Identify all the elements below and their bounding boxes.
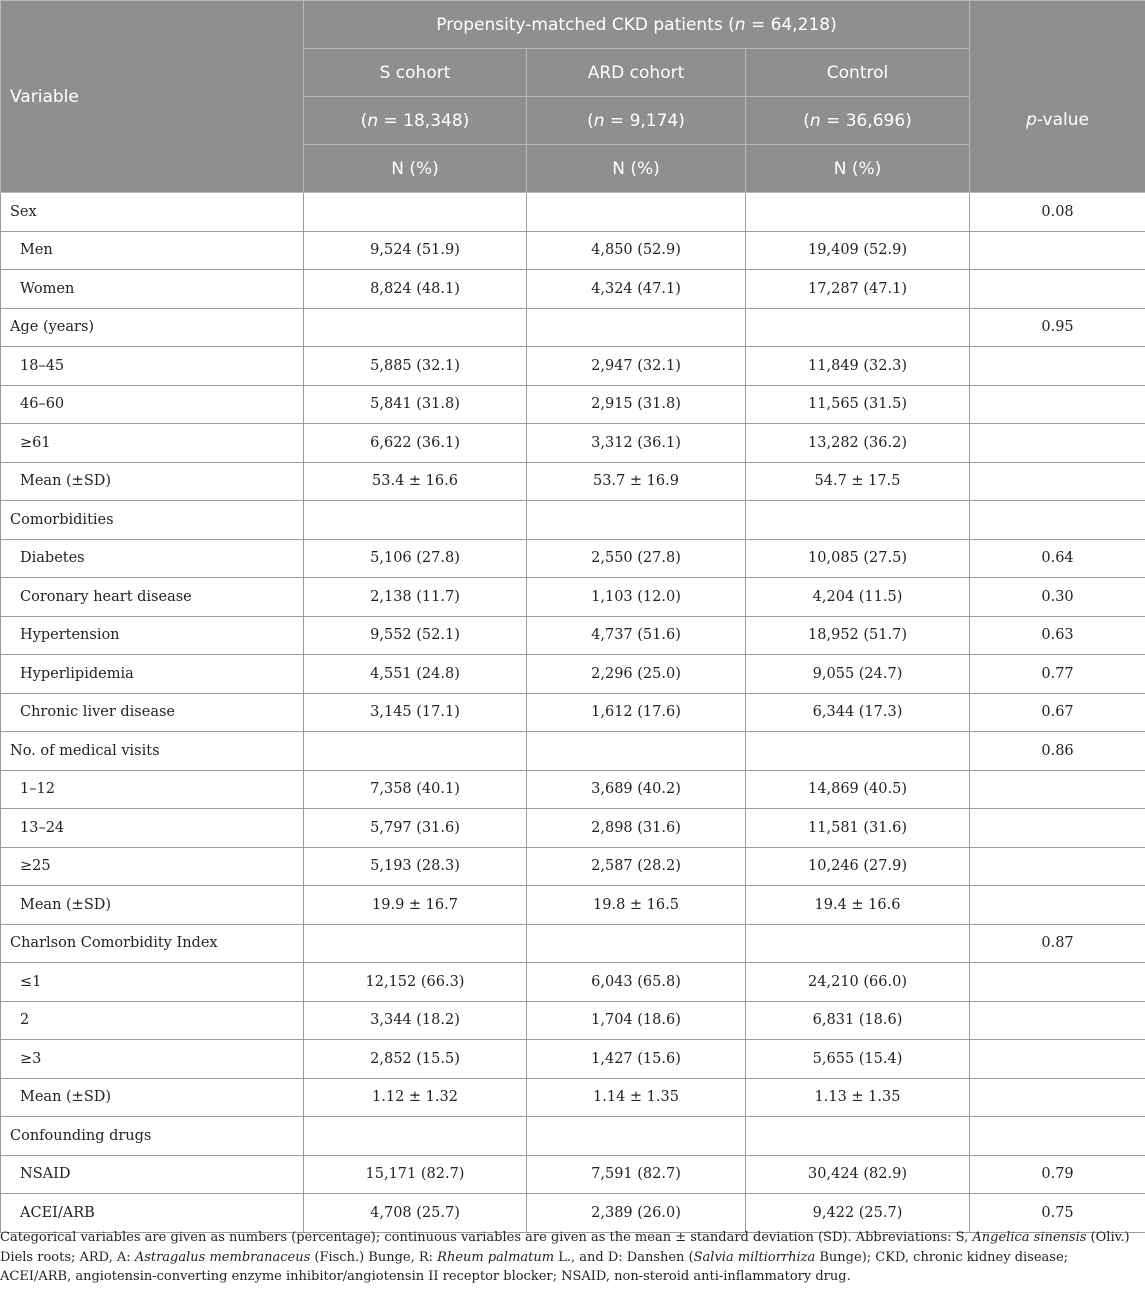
table-row (1, 693, 1145, 732)
p-value (970, 347, 1145, 386)
s-cohort-value: 5,193 (28.3) (304, 847, 527, 886)
p-value (970, 424, 1145, 463)
row-label: 2 (1, 1001, 304, 1040)
control-value: 30,424 (82.9) (746, 1155, 970, 1194)
control-value: 5,655 (15.4) (746, 1040, 970, 1079)
variable-header: Variable (1, 1, 304, 193)
table-row (1, 1155, 1145, 1194)
table-footnote: Categorical variables are given as numbers (percentage); continuous variables are given as the mean ± standard deviation (SD). Abbreviations: S, Angelica sinensis (Oliv.) Diels roots; ARD, A: Astragalus membranaceus (Fisch.) Bunge, R: Rheum palmatum L., and D: Danshen (Salvia miltiorrhiza Bunge); CKD, chronic kidney disease; ACEI/ARB, angiotensin-converting enzyme inhibitor/angiotensin II receptor blocker; NSAID, non-steroid anti-inflammatory drug. (0, 1230, 1130, 1284)
row-label: Age (years) (1, 308, 304, 347)
control-header: Control (746, 49, 970, 97)
p-value (970, 809, 1145, 848)
table-row (1, 539, 1145, 578)
table-row (1, 231, 1145, 270)
s-cohort-value: 19.9 ± 16.7 (304, 886, 527, 925)
ard-cohort-value: 2,389 (26.0) (527, 1194, 746, 1233)
row-label: Men (1, 231, 304, 270)
s-cohort-npct: N (%) (304, 145, 527, 193)
p-value: 0.95 (970, 308, 1145, 347)
ard-cohort-value: 1,103 (12.0) (527, 578, 746, 617)
ard-cohort-value: 2,550 (27.8) (527, 539, 746, 578)
row-label: ≥3 (1, 1040, 304, 1079)
ard-cohort-value: 3,312 (36.1) (527, 424, 746, 463)
ard-cohort-value: 4,850 (52.9) (527, 231, 746, 270)
control-value: 54.7 ± 17.5 (746, 462, 970, 501)
ard-cohort-value: 1,427 (15.6) (527, 1040, 746, 1079)
p-value: 0.08 (970, 193, 1145, 232)
p-value (970, 847, 1145, 886)
ard-cohort-value (527, 193, 746, 232)
p-value-header-top (970, 1, 1145, 49)
table-row (1, 308, 1145, 347)
table-row (1, 616, 1145, 655)
p-value: 0.64 (970, 539, 1145, 578)
s-cohort-value: 5,106 (27.8) (304, 539, 527, 578)
row-label: ≥61 (1, 424, 304, 463)
control-value: 14,869 (40.5) (746, 770, 970, 809)
row-label: NSAID (1, 1155, 304, 1194)
s-cohort-value: 6,622 (36.1) (304, 424, 527, 463)
ard-cohort-value: 1.14 ± 1.35 (527, 1078, 746, 1117)
row-label: Diabetes (1, 539, 304, 578)
table-row (1, 1194, 1145, 1233)
ard-cohort-value: 3,689 (40.2) (527, 770, 746, 809)
ard-cohort-value: 1,612 (17.6) (527, 693, 746, 732)
row-label: Coronary heart disease (1, 578, 304, 617)
p-value (970, 501, 1145, 540)
control-value: 10,085 (27.5) (746, 539, 970, 578)
s-cohort-value: 3,145 (17.1) (304, 693, 527, 732)
control-value (746, 924, 970, 963)
row-label: Sex (1, 193, 304, 232)
p-value: 0.30 (970, 578, 1145, 617)
table-row (1, 655, 1145, 694)
p-value (970, 270, 1145, 309)
table-row (1, 732, 1145, 771)
table-row (1, 193, 1145, 232)
s-cohort-value: 12,152 (66.3) (304, 963, 527, 1002)
table-row (1, 1117, 1145, 1156)
row-label: Mean (±SD) (1, 1078, 304, 1117)
control-value (746, 1117, 970, 1156)
p-value (970, 1078, 1145, 1117)
group-header: Propensity-matched CKD patients (n = 64,218) (304, 1, 970, 49)
s-cohort-value: 4,551 (24.8) (304, 655, 527, 694)
row-label: Women (1, 270, 304, 309)
s-cohort-value: 4,708 (25.7) (304, 1194, 527, 1233)
p-value (970, 1117, 1145, 1156)
p-value: 0.87 (970, 924, 1145, 963)
s-cohort-header: S cohort (304, 49, 527, 97)
p-value (970, 963, 1145, 1002)
s-cohort-value (304, 732, 527, 771)
ard-cohort-npct: N (%) (527, 145, 746, 193)
s-cohort-value (304, 193, 527, 232)
ard-cohort-value: 53.7 ± 16.9 (527, 462, 746, 501)
control-value: 11,565 (31.5) (746, 385, 970, 424)
p-value (970, 385, 1145, 424)
control-value: 10,246 (27.9) (746, 847, 970, 886)
p-value (970, 886, 1145, 925)
control-value (746, 501, 970, 540)
p-value: 0.86 (970, 732, 1145, 771)
s-cohort-value: 8,824 (48.1) (304, 270, 527, 309)
row-label: No. of medical visits (1, 732, 304, 771)
s-cohort-value: 2,852 (15.5) (304, 1040, 527, 1079)
control-value: 9,055 (24.7) (746, 655, 970, 694)
ard-cohort-value: 4,737 (51.6) (527, 616, 746, 655)
ard-cohort-value: 2,898 (31.6) (527, 809, 746, 848)
table-row (1, 847, 1145, 886)
p-value: 0.77 (970, 655, 1145, 694)
control-npct: N (%) (746, 145, 970, 193)
control-value: 4,204 (11.5) (746, 578, 970, 617)
row-label: ≥25 (1, 847, 304, 886)
control-value: 19.4 ± 16.6 (746, 886, 970, 925)
p-value: 0.75 (970, 1194, 1145, 1233)
s-cohort-value: 2,138 (11.7) (304, 578, 527, 617)
control-value: 17,287 (47.1) (746, 270, 970, 309)
ard-cohort-value: 2,587 (28.2) (527, 847, 746, 886)
row-label: Mean (±SD) (1, 462, 304, 501)
s-cohort-value (304, 501, 527, 540)
table-row (1, 886, 1145, 925)
row-label: Hyperlipidemia (1, 655, 304, 694)
p-value-header: p-value (970, 49, 1145, 193)
control-value: 13,282 (36.2) (746, 424, 970, 463)
p-value: 0.79 (970, 1155, 1145, 1194)
control-value: 19,409 (52.9) (746, 231, 970, 270)
table-row (1, 770, 1145, 809)
table-row (1, 270, 1145, 309)
ard-cohort-value: 1,704 (18.6) (527, 1001, 746, 1040)
ard-cohort-value: 2,947 (32.1) (527, 347, 746, 386)
s-cohort-value (304, 924, 527, 963)
table-row (1, 424, 1145, 463)
control-value (746, 308, 970, 347)
control-value: 18,952 (51.7) (746, 616, 970, 655)
table-row (1, 501, 1145, 540)
control-value: 24,210 (66.0) (746, 963, 970, 1002)
row-label: ≤1 (1, 963, 304, 1002)
ard-cohort-value: 19.8 ± 16.5 (527, 886, 746, 925)
row-label: ACEI/ARB (1, 1194, 304, 1233)
p-value: 0.63 (970, 616, 1145, 655)
control-value: 11,849 (32.3) (746, 347, 970, 386)
table-row (1, 1040, 1145, 1079)
table-row (1, 578, 1145, 617)
s-cohort-value: 5,797 (31.6) (304, 809, 527, 848)
s-cohort-value (304, 1117, 527, 1156)
control-value: 6,831 (18.6) (746, 1001, 970, 1040)
s-cohort-value: 5,885 (32.1) (304, 347, 527, 386)
control-value: 9,422 (25.7) (746, 1194, 970, 1233)
table-row (1, 385, 1145, 424)
p-value: 0.67 (970, 693, 1145, 732)
row-label: Mean (±SD) (1, 886, 304, 925)
p-value (970, 1040, 1145, 1079)
ard-cohort-value (527, 732, 746, 771)
ard-cohort-value (527, 501, 746, 540)
ard-cohort-header: ARD cohort (527, 49, 746, 97)
table-header (1, 1, 1145, 193)
control-value: 1.13 ± 1.35 (746, 1078, 970, 1117)
ard-cohort-value: 6,043 (65.8) (527, 963, 746, 1002)
control-value: 6,344 (17.3) (746, 693, 970, 732)
ard-cohort-value: 7,591 (82.7) (527, 1155, 746, 1194)
row-label: Comorbidities (1, 501, 304, 540)
table-row (1, 1078, 1145, 1117)
s-cohort-value: 5,841 (31.8) (304, 385, 527, 424)
ard-cohort-value (527, 308, 746, 347)
p-value (970, 770, 1145, 809)
p-value (970, 462, 1145, 501)
row-label: Chronic liver disease (1, 693, 304, 732)
row-label: 46–60 (1, 385, 304, 424)
table-row (1, 924, 1145, 963)
ard-cohort-value (527, 1117, 746, 1156)
ard-cohort-value (527, 924, 746, 963)
row-label: 13–24 (1, 809, 304, 848)
table-row (1, 462, 1145, 501)
p-value (970, 1001, 1145, 1040)
table-body (1, 193, 1145, 1233)
s-cohort-value: 9,524 (51.9) (304, 231, 527, 270)
s-cohort-value: 1.12 ± 1.32 (304, 1078, 527, 1117)
s-cohort-value: 9,552 (52.1) (304, 616, 527, 655)
control-n: (n = 36,696) (746, 97, 970, 145)
s-cohort-value: 3,344 (18.2) (304, 1001, 527, 1040)
ard-cohort-value: 2,915 (31.8) (527, 385, 746, 424)
ard-cohort-value: 4,324 (47.1) (527, 270, 746, 309)
s-cohort-value (304, 308, 527, 347)
row-label: Confounding drugs (1, 1117, 304, 1156)
row-label: Hypertension (1, 616, 304, 655)
s-cohort-value: 15,171 (82.7) (304, 1155, 527, 1194)
table-row (1, 809, 1145, 848)
ard-cohort-n: (n = 9,174) (527, 97, 746, 145)
s-cohort-n: (n = 18,348) (304, 97, 527, 145)
s-cohort-value: 7,358 (40.1) (304, 770, 527, 809)
row-label: 18–45 (1, 347, 304, 386)
s-cohort-value: 53.4 ± 16.6 (304, 462, 527, 501)
control-value (746, 193, 970, 232)
table-row (1, 963, 1145, 1002)
control-value (746, 732, 970, 771)
p-value (970, 231, 1145, 270)
table-row (1, 1001, 1145, 1040)
ard-cohort-value: 2,296 (25.0) (527, 655, 746, 694)
row-label: 1–12 (1, 770, 304, 809)
control-value: 11,581 (31.6) (746, 809, 970, 848)
table-row (1, 347, 1145, 386)
row-label: Charlson Comorbidity Index (1, 924, 304, 963)
